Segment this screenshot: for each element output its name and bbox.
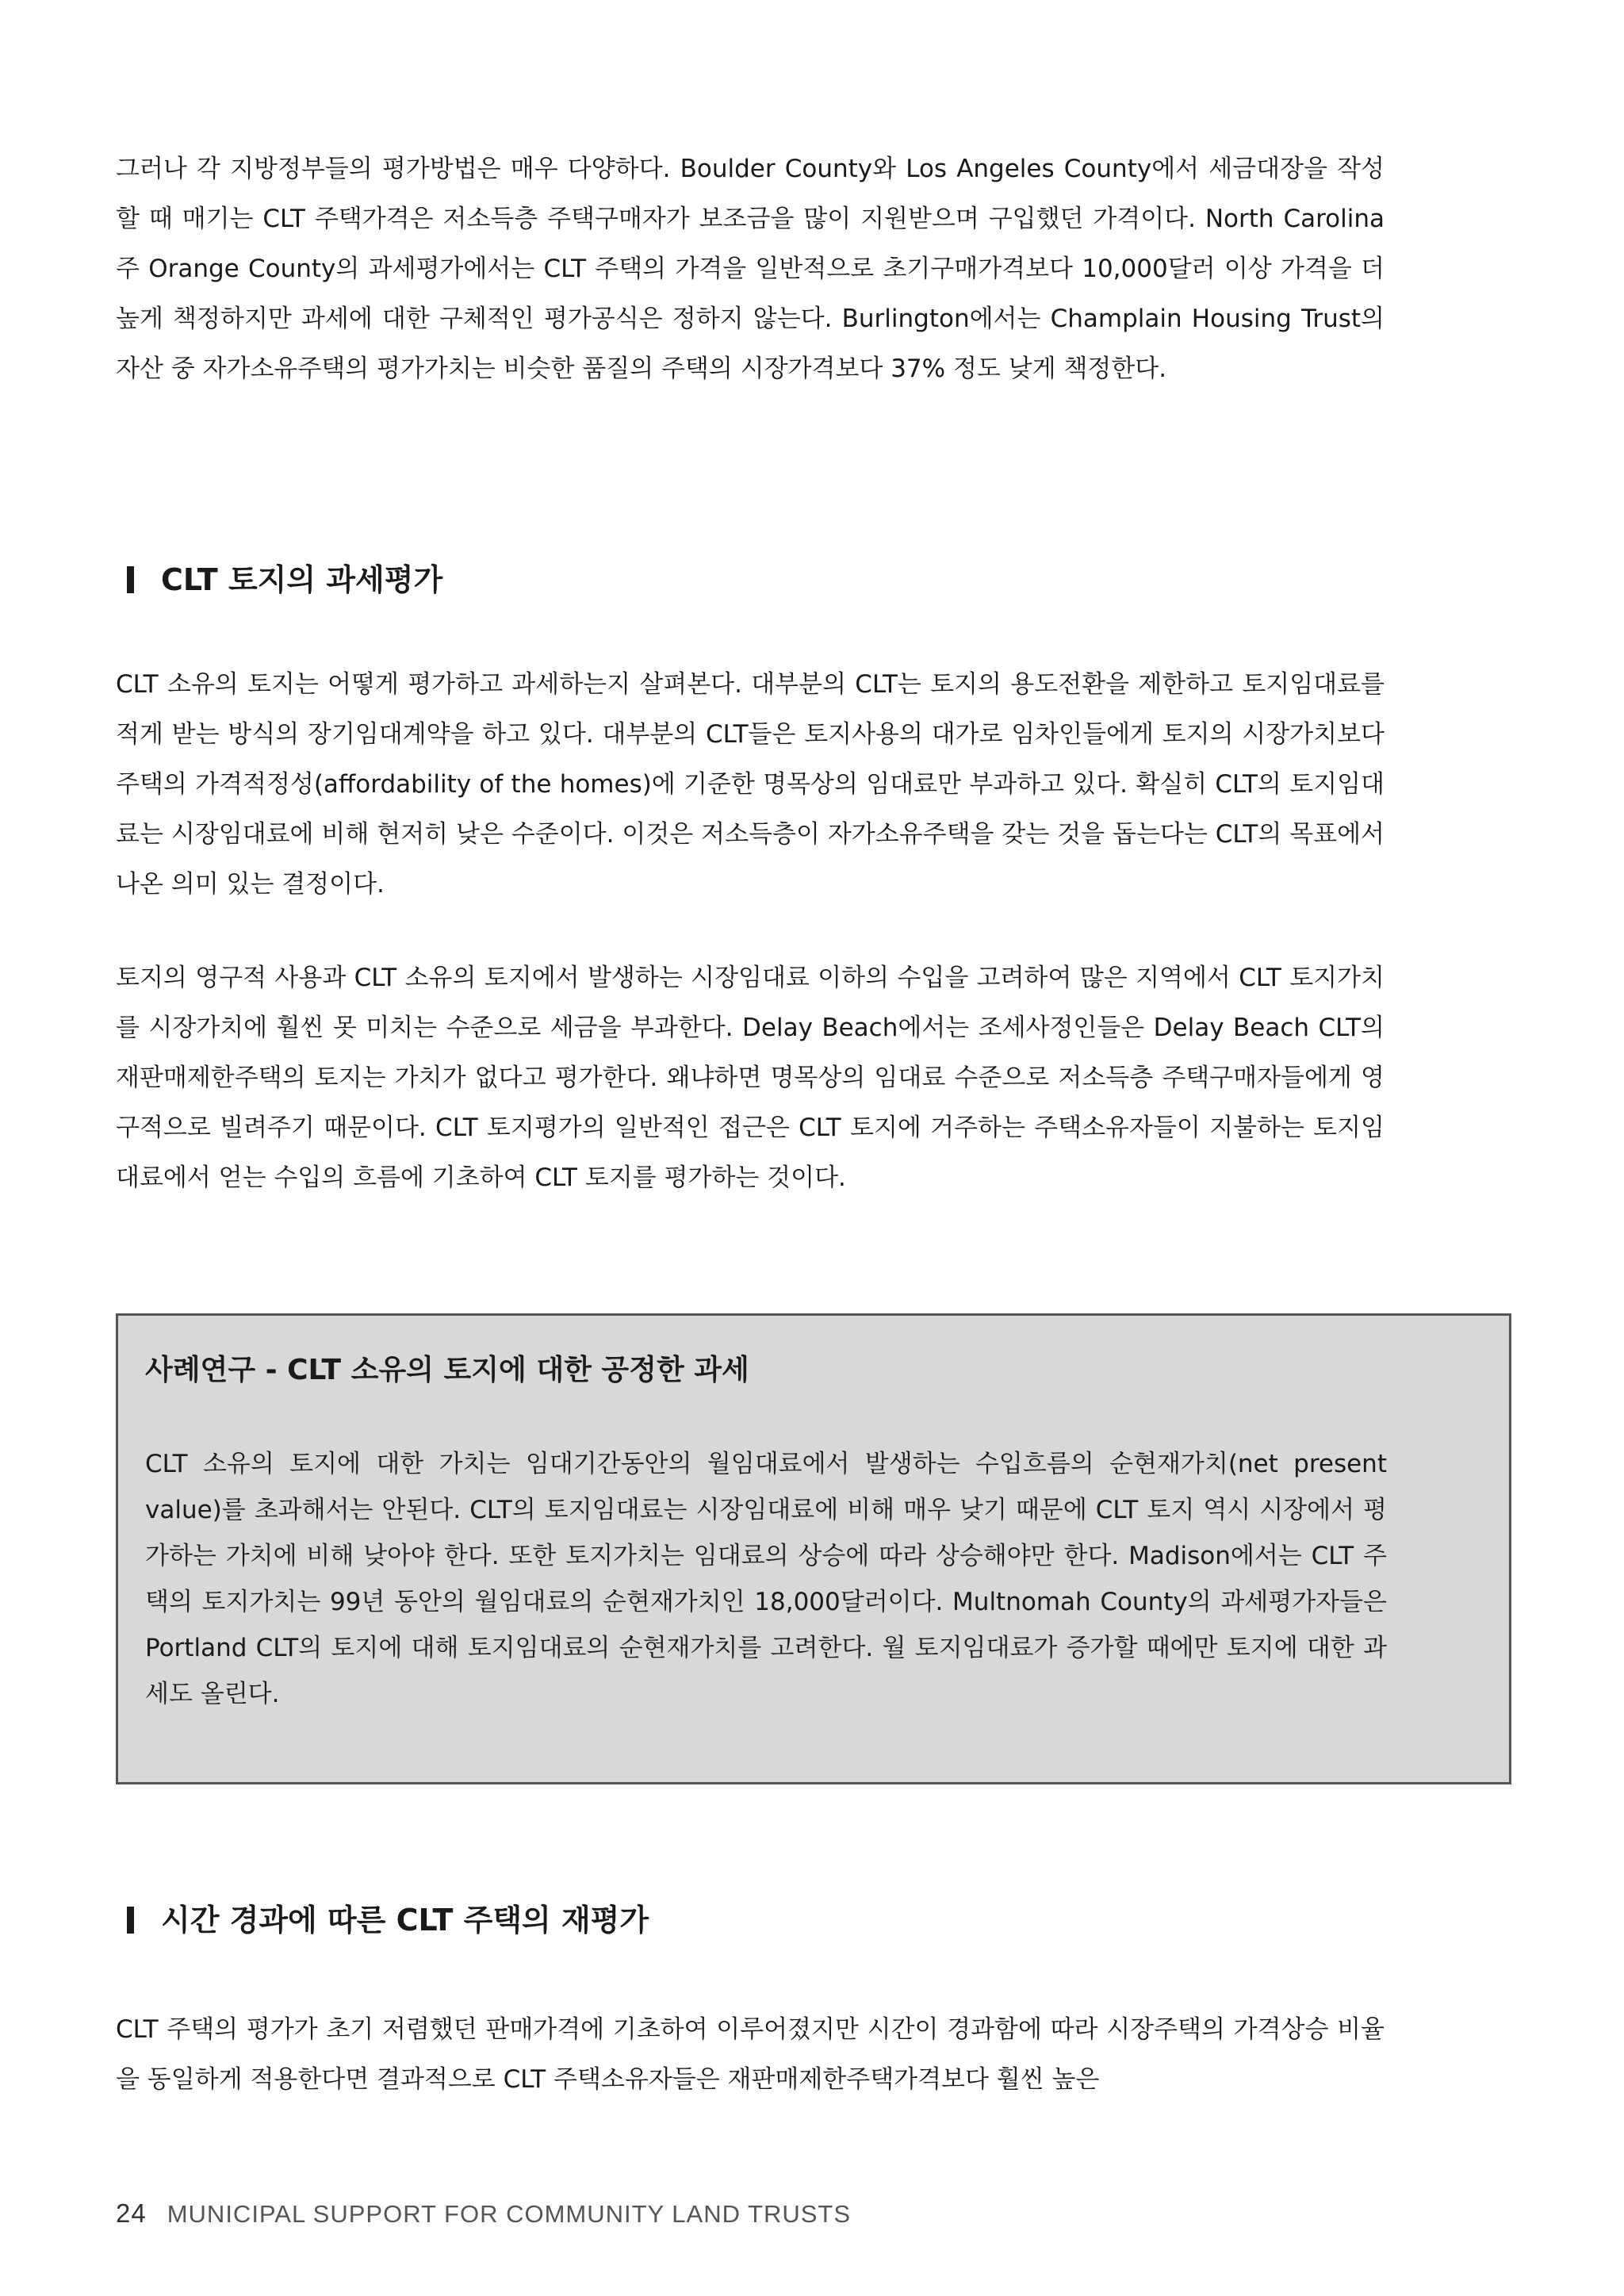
section-heading-reassessment (127, 1900, 649, 1940)
page-number: 24 (116, 2198, 147, 2228)
page-footer (116, 2198, 851, 2229)
paragraph-reassessment: CLT 주택의 평가가 초기 저렴했던 판매가격에 기초하여 이루어졌지만 시간이 경과함에 따라 시장주택의 가격상승 비율을 동일하게 적용한다면 결과적으로 CLT 주택소유자들은 재판매제한주택가격보다 훨씬 높은 (116, 2015, 1385, 2094)
section-heading-text: CLT 토지의 과세평가 (161, 562, 443, 597)
heading-bar-icon (127, 1907, 134, 1934)
case-study-title: 사례연구 - CLT 소유의 토지에 대한 공정한 과세 (145, 1354, 749, 1386)
running-title: MUNICIPAL SUPPORT FOR COMMUNITY LAND TRUSTS (167, 2200, 852, 2228)
case-study-box (116, 1313, 1511, 1784)
section-heading-text: 시간 경과에 따른 CLT 주택의 재평가 (161, 1903, 649, 1938)
paragraph-land-valuation: CLT 소유의 토지는 어떻게 평가하고 과세하는지 살펴본다. 대부분의 CLT는 토지의 용도전환을 제한하고 토지임대료를 적게 받는 방식의 장기임대계약을 하고 있다. 대부분의 CLT들은 토지사용의 대가로 임차인들에게 토지의 시장가치보다 주택의 가격적정성(affordability of the homes)에 기준한 명목상의 임대료만 부과하고 있다. 확실히 CLT의 토지임대료는 시장임대료에 비해 현저히 낮은 수준이다. 이것은 저소득층이 자가소유주택을 갖는 것을 돕는다는 CLT의 목표에서 나온 의미 있는 결정이다. (116, 670, 1385, 899)
heading-bar-icon (127, 566, 134, 593)
section-heading-land-assessment (127, 560, 442, 600)
case-study-body: CLT 소유의 토지에 대한 가치는 임대기간동안의 월임대료에서 발생하는 수입흐름의 순현재가치(net present value)를 초과해서는 안된다. CLT의 토지임대료는 시장임대료에 비해 매우 낮기 때문에 CLT 토지 역시 시장에서 평가하는 가치에 비해 낮아야 한다. 또한 토지가치는 임대료의 상승에 따라 상승해야만 한다. Madison에서는 CLT 주택의 토지가치는 99년 동안의 월임대료의 순현재가치인 18,000달러이다. Multnomah County의 과세평가자들은 Portland CLT의 토지에 대해 토지임대료의 순현재가치를 고려한다. 월 토지임대료가 증가할 때에만 토지에 대한 과세도 올린다. (145, 1450, 1387, 1708)
paragraph-land-taxation: 토지의 영구적 사용과 CLT 소유의 토지에서 발생하는 시장임대료 이하의 수입을 고려하여 많은 지역에서 CLT 토지가치를 시장가치에 훨씬 못 미치는 수준으로 세금을 부과한다. Delay Beach에서는 조세사정인들은 Delay Beach CLT의 재판매제한주택의 토지는 가치가 없다고 평가한다. 왜냐하면 명목상의 임대료 수준으로 저소득층 주택구매자들에게 영구적으로 빌려주기 때문이다. CLT 토지평가의 일반적인 접근은 CLT 토지에 거주하는 주택소유자들이 지불하는 토지임대료에서 얻는 수입의 흐름에 기초하여 CLT 토지를 평가하는 것이다. (116, 964, 1385, 1192)
paragraph-assessment-methods: 그러나 각 지방정부들의 평가방법은 매우 다양하다. Boulder County와 Los Angeles County에서 세금대장을 작성할 때 매기는 CLT 주택가격은 저소득층 주택구매자가 보조금을 많이 지원받으며 구입했던 가격이다. North Carolina주 Orange County의 과세평가에서는 CLT 주택의 가격을 일반적으로 초기구매가격보다 10,000달러 이상 가격을 더 높게 책정하지만 과세에 대한 구체적인 평가공식은 정하지 않는다. Burlington에서는 Champlain Housing Trust의 자산 중 자가소유주택의 평가가치는 비슷한 품질의 주택의 시장가격보다 37% 정도 낮게 책정한다. (116, 155, 1385, 383)
